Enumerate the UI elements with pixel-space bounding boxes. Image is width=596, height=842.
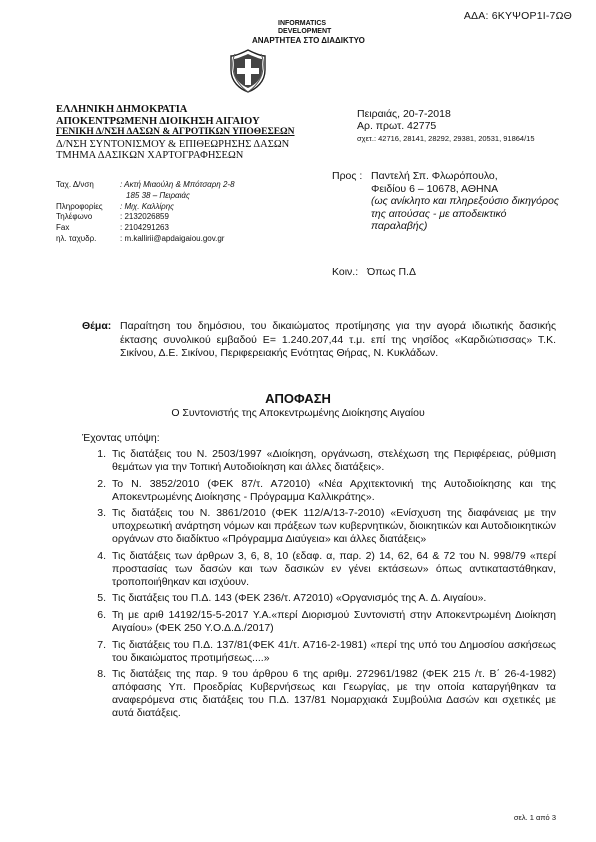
issuer-block [56, 104, 295, 162]
stamp-line-1: INFORMATICS [278, 20, 327, 27]
recipient-name: Παντελή Σπ. Φλωρόπουλο, [371, 170, 498, 182]
contact-row [56, 234, 235, 245]
contact-value: : Ακτή Μιαούλη & Μπότσαρη 2-8 [120, 180, 235, 189]
contact-row [56, 191, 235, 202]
contact-label: ηλ. ταχυδρ. [56, 233, 97, 243]
contact-label [56, 191, 120, 202]
item-text: Τις διατάξεις του Ν. 3861/2010 (ΦΕΚ 112/Α/13-7-2010) «Ενίσχυση της διαφάνειας με την υποχρεωτική ανάρτηση νόμων και πράξεων των κυβερνητικών, διοικητικών και Αυτοδιοικητικών οργάνων στο διαδίκτυο «Πρόγραμμα Διαύγεια» και άλλες διατάξεις» [112, 507, 556, 546]
list-item [82, 448, 556, 474]
stamp-line-2: DEVELOPMENT [278, 28, 332, 35]
contact-block [56, 180, 235, 245]
contact-row [56, 180, 235, 191]
considerations-list [82, 448, 556, 724]
item-number: 1. [97, 448, 106, 460]
decision-subtitle: Ο Συντονιστής της Αποκεντρωμένης Διοίκησης Αιγαίου [171, 407, 425, 419]
contact-label: Τηλέφωνο [56, 212, 93, 222]
contact-value: : 2104291263 [120, 223, 169, 233]
contact-row [56, 223, 235, 234]
issuer-line-5: ΤΜΗΜΑ ΔΑΣΙΚΩΝ ΧΑΡΤΟΓΡΑΦΗΣΕΩΝ [56, 150, 244, 161]
item-text: Τη με αριθ 14192/15-5-2017 Υ.Α.«περί Διορισμού Συντονιστή στην Αποκεντρωμένη Διοίκηση Αιγαίου» (ΦΕΚ 250 Υ.Ο.Δ.Δ./2017) [112, 608, 556, 634]
recipient-address: Φειδίου 6 – 10678, ΑΘΗΝΑ [371, 182, 499, 195]
publish-stamp: ΑΝΑΡΤΗΤΕΑ ΣΤΟ ΔΙΑΔΙΚΤΥΟ [252, 36, 365, 45]
list-item [82, 550, 556, 589]
decision-title: ΑΠΟΦΑΣΗ [265, 391, 331, 406]
recipient-block [371, 170, 561, 233]
item-number: 7. [97, 638, 106, 651]
contact-row [56, 212, 235, 223]
list-item [82, 609, 556, 635]
contact-row [56, 202, 235, 213]
item-number: 3. [97, 507, 106, 520]
contact-value: : 2132026859 [120, 212, 169, 222]
recipient-note: (ως ανίκλητο και πληρεξούσιο δικηγόρος της αιτούσας - με αποδεικτικό παραλαβής) [371, 195, 559, 232]
place-date: Πειραιάς, 20-7-2018 [357, 108, 451, 120]
informatics-stamp [278, 20, 331, 36]
item-number: 8. [97, 668, 106, 681]
item-number: 2. [97, 477, 106, 490]
greek-coat-of-arms-icon [228, 48, 268, 94]
contact-value: : m.kallirii@apdaigaiou.gov.gr [120, 233, 225, 243]
item-text: Τις διατάξεις των άρθρων 3, 6, 8, 10 (εδαφ. α, παρ. 2) 14, 62, 64 & 72 του Ν. 998/79 «περί προστασίας των δασών και των δασικών εν γένει εκτάσεων» όπως αντικαταστάθηκαν, τροποποιήθηκαν και ισχύουν. [112, 549, 556, 588]
item-text: Τις διατάξεις του Ν. 2503/1997 «Διοίκηση, οργάνωση, στελέχωση της Περιφέρειας, ρύθμιση θεμάτων για την Τοπική Αυτοδιοίκηση και άλλες διατάξεις». [112, 448, 556, 473]
contact-value: 185 38 – Πειραιάς [126, 190, 190, 200]
recipient-label: Προς : [332, 170, 363, 182]
list-item [82, 592, 556, 605]
ada-code: ΑΔΑ: 6ΚΥΨΟΡ1Ι-7ΩΘ [463, 10, 572, 22]
related-numbers: σχετ.: 42716, 28141, 28292, 29381, 20531, 91864/15 [357, 134, 535, 143]
contact-label: Fax [56, 223, 70, 233]
list-item [82, 639, 556, 665]
issuer-line-3: ΓΕΝΙΚΗ Δ/ΝΣΗ ΔΑΣΩΝ & ΑΓΡΟΤΙΚΩΝ ΥΠΟΘΕΣΕΩΝ [56, 127, 295, 137]
issuer-line-1: ΕΛΛΗΝΙΚΗ ΔΗΜΟΚΡΑΤΙΑ [56, 104, 188, 115]
having-heading: Έχοντας υπόψη: [82, 432, 160, 444]
list-item [82, 478, 556, 504]
list-item [82, 507, 556, 546]
subject-text: Παραίτηση του δημόσιου, του δικαιώματος προτίμησης για την αγορά ιδιωτικής δασικής έκτασης συνολικού εμβαδού Ε= 1.240.207,44 τ.μ. επί της νησίδος «Καρδιώτισσας» Τ.Κ. Σικίνου, Δ.Ε. Σικίνου, Περιφερειακής Ενότητας Θήρας, Ν. Κυκλάδων. [120, 320, 556, 359]
item-text: Το Ν. 3852/2010 (ΦΕΚ 87/τ. Α72010) «Νέα Αρχιτεκτονική της Αυτοδιοίκησης και της Αποκεντρωμένης Διοίκησης - Πρόγραμμα Καλλικράτης». [112, 477, 556, 503]
item-text: Τις διατάξεις της παρ. 9 του άρθρου 6 της αριθμ. 272961/1982 (ΦΕΚ 215 /τ. Β΄ 26-4-1982) απόφασης Υπ. Προεδρίας Κυβερνήσεως και Γεωργίας, με την οποία καταργήθηκαν τα αναφερόμενα στις διατάξεις του Π.Δ. 137/81 Νομαρχιακά Συμβούλια Δασών και σχετικές με αυτά διατάξεις. [112, 668, 556, 720]
item-number: 4. [97, 549, 106, 562]
page-number: σελ. 1 από 3 [513, 813, 556, 822]
contact-value: : Μιχ. Καλλίρης [120, 201, 175, 211]
subject-block [82, 320, 556, 361]
protocol-number: Αρ. πρωτ. 42775 [357, 120, 437, 132]
cc-value: Όπως Π.Δ [367, 266, 416, 278]
cc-label: Κοιν.: [332, 266, 359, 278]
item-text: Τις διατάξεις του Π.Δ. 143 (ΦΕΚ 236/τ. Α72010) «Οργανισμός της Α. Δ. Αιγαίου». [112, 592, 487, 605]
issuer-line-4: Δ/ΝΣΗ ΣΥΝΤΟΝΙΣΜΟΥ & ΕΠΙΘΕΩΡΗΣΗΣ ΔΑΣΩΝ [56, 138, 290, 150]
issuer-line-2: ΑΠΟΚΕΝΤΡΩΜΕΝΗ ΔΙΟΙΚΗΣΗ ΑΙΓΑΙΟΥ [56, 115, 260, 127]
contact-label: Πληροφορίες [56, 201, 103, 211]
place-date-block [357, 108, 451, 132]
item-number: 5. [97, 592, 106, 605]
cc-block [332, 266, 416, 278]
item-text: Τις διατάξεις του Π.Δ. 137/81(ΦΕΚ 41/τ. Α716-2-1981) «περί της υπό του Δημοσίου ασκήσεως του δικαιώματος προτιμήσεως....» [112, 638, 556, 664]
item-number: 6. [97, 608, 106, 621]
subject-label: Θέμα: [82, 320, 112, 332]
list-item [82, 668, 556, 720]
contact-label: Ταχ. Δ/νση [56, 180, 94, 189]
